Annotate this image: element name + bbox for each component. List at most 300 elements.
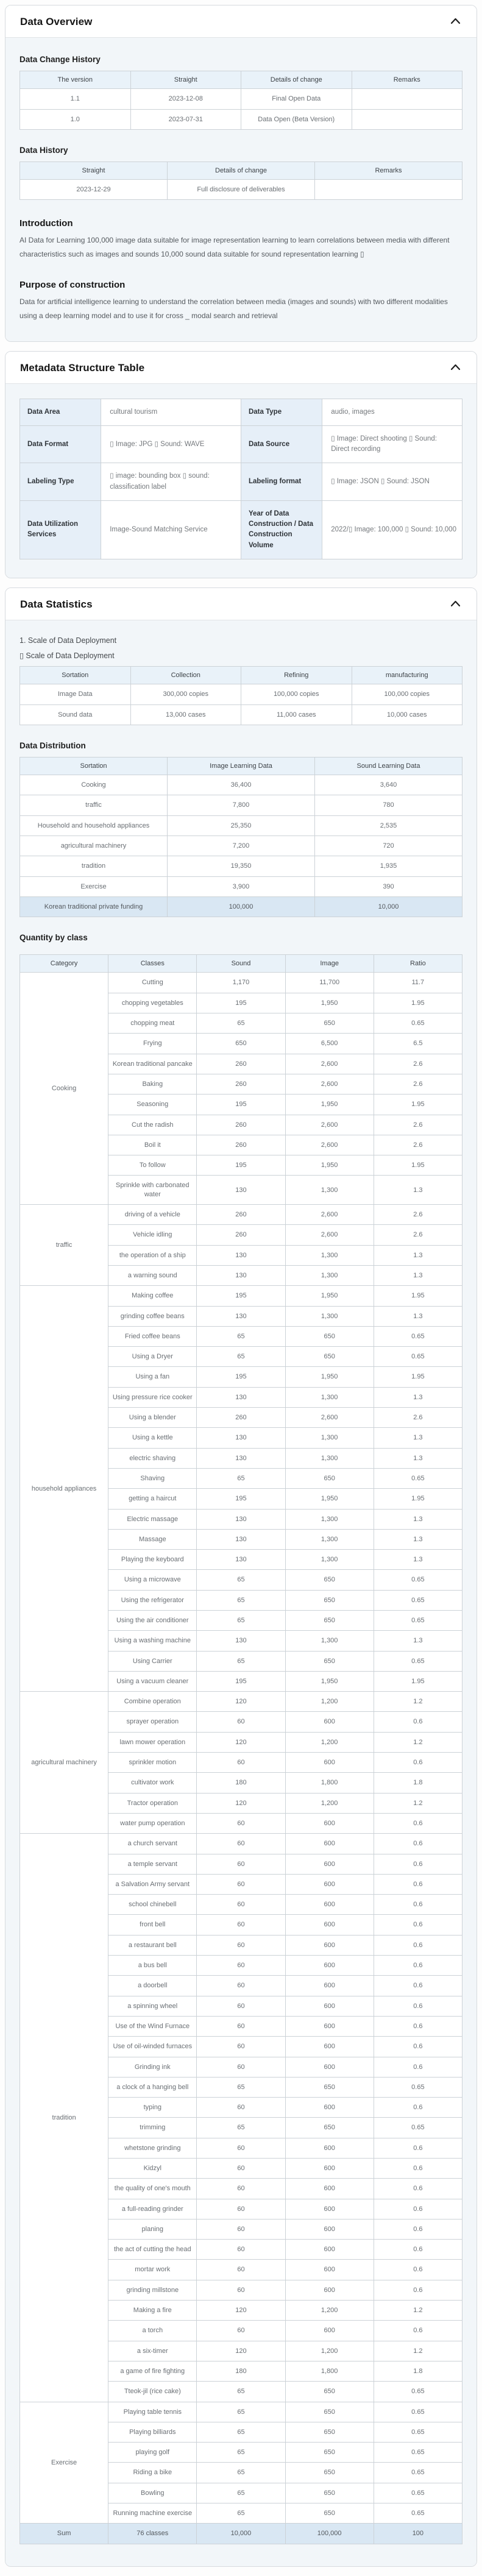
cell: Image Data: [20, 684, 131, 704]
cell: 600: [285, 2280, 374, 2300]
scale-heading-2: ▯ Scale of Data Deployment: [19, 651, 115, 660]
cell: Making a fire: [108, 2301, 197, 2321]
cell: 36,400: [168, 775, 315, 795]
field-label-cell: Labeling Type: [20, 463, 101, 501]
cell: 600: [285, 2138, 374, 2158]
header-row: [20, 666, 463, 684]
category-cell: tradition: [20, 1834, 108, 2402]
cell: 1,300: [285, 1428, 374, 1448]
cell: 1.2: [374, 1692, 462, 1712]
cell: 65: [197, 1013, 285, 1034]
cell: 6,500: [285, 1034, 374, 1054]
data-history-title: Data History: [19, 145, 68, 155]
cell: 130: [197, 1387, 285, 1407]
metadata-table: [19, 399, 463, 559]
category-cell: agricultural machinery: [20, 1692, 108, 1834]
cell: 260: [197, 1054, 285, 1074]
cell: 130: [197, 1550, 285, 1570]
table-row: [20, 425, 463, 463]
cell: Riding a bike: [108, 2463, 197, 2483]
cell: 1.2: [374, 1793, 462, 1813]
cell: 2,600: [285, 1225, 374, 1245]
cell: 1.3: [374, 1509, 462, 1529]
cell: 60: [197, 1956, 285, 1976]
chevron-up-icon[interactable]: [450, 16, 461, 27]
cell: 260: [197, 1135, 285, 1155]
cell: Using a fan: [108, 1367, 197, 1387]
cell: 11,000 cases: [241, 704, 352, 725]
cell: Cutting: [108, 973, 197, 993]
cell: 650: [285, 1013, 374, 1034]
cell: 650: [285, 1610, 374, 1630]
column-header: Details of change: [168, 161, 315, 179]
cell: 195: [197, 1095, 285, 1115]
cell: 65: [197, 1610, 285, 1630]
cell: 0.65: [374, 2077, 462, 2097]
cell: 720: [315, 836, 463, 856]
cell: 650: [285, 1347, 374, 1367]
cell: 60: [197, 2138, 285, 2158]
quantity-by-class-title: Quantity by class: [19, 933, 88, 943]
metadata-structure-body: [5, 383, 477, 578]
cell: 0.6: [374, 2037, 462, 2057]
cell: 10,000: [197, 2524, 285, 2544]
cell: 0.6: [374, 2016, 462, 2036]
cell: 1.3: [374, 1387, 462, 1407]
cell: 780: [315, 795, 463, 815]
field-label-cell: Data Format: [20, 425, 101, 463]
header-row: [20, 161, 463, 179]
cell: 60: [197, 2057, 285, 2077]
cell: Kidzyl: [108, 2159, 197, 2179]
cell: 1,300: [285, 1509, 374, 1529]
cell: lawn mower operation: [108, 1732, 197, 1752]
cell: 600: [285, 1813, 374, 1833]
column-header: Image Learning Data: [168, 757, 315, 775]
cell: 65: [197, 1651, 285, 1671]
cell: 260: [197, 1205, 285, 1225]
cell: 390: [315, 876, 463, 896]
cell: 0.6: [374, 1976, 462, 1996]
cell: 600: [285, 1895, 374, 1915]
cell: 60: [197, 1854, 285, 1874]
column-header: Straight: [20, 161, 168, 179]
cell: Final Open Data: [241, 89, 352, 109]
cell: Grinding ink: [108, 2057, 197, 2077]
cell: 7,800: [168, 795, 315, 815]
cell: 60: [197, 2219, 285, 2239]
cell: 650: [285, 2422, 374, 2442]
cell: 1,200: [285, 2341, 374, 2361]
cell: a restaurant bell: [108, 1935, 197, 1955]
cell: 1,170: [197, 973, 285, 993]
cell: 120: [197, 1732, 285, 1752]
cell: 1.1: [20, 89, 131, 109]
cell: 7,200: [168, 836, 315, 856]
table-row: [20, 463, 463, 501]
data-overview-body: [5, 37, 477, 341]
cell: 19,350: [168, 856, 315, 876]
column-header: Classes: [108, 955, 197, 973]
cell: 1,300: [285, 1387, 374, 1407]
cell: Sum: [20, 2524, 108, 2544]
cell: 260: [197, 1408, 285, 1428]
cell: 130: [197, 1631, 285, 1651]
cell: 100,000: [168, 896, 315, 917]
cell: 0.6: [374, 1935, 462, 1955]
data-statistics-header[interactable]: [5, 588, 477, 620]
table-row: [20, 1205, 463, 1225]
cell: 60: [197, 1834, 285, 1854]
cell: water pump operation: [108, 1813, 197, 1833]
cell: Cooking: [20, 775, 168, 795]
cell: the quality of one's mouth: [108, 2179, 197, 2199]
cell: 13,000 cases: [130, 704, 241, 725]
cell: Korean traditional private funding: [20, 896, 168, 917]
cell: Bowling: [108, 2483, 197, 2503]
cell: 2,600: [285, 1408, 374, 1428]
cell: 1,300: [285, 1631, 374, 1651]
cell: 1,950: [285, 1671, 374, 1691]
cell: 600: [285, 1874, 374, 1894]
cell: 1.3: [374, 1428, 462, 1448]
cell: 60: [197, 1976, 285, 1996]
cell: 600: [285, 2240, 374, 2260]
cell: 0.6: [374, 1854, 462, 1874]
column-header: Remarks: [352, 71, 463, 89]
cell: Boil it: [108, 1135, 197, 1155]
cell: 1.95: [374, 993, 462, 1013]
cell: a warning sound: [108, 1265, 197, 1285]
cell: Use of oil-winded furnaces: [108, 2037, 197, 2057]
introduction-text: AI Data for Learning 100,000 image data suitable for image representation learning to learn correlations between media with different characteristics such as images and sounds 10,000 sound data suitable for sound representation learning ▯: [19, 236, 450, 259]
cell: Using Carrier: [108, 1651, 197, 1671]
cell: 11,700: [285, 973, 374, 993]
cell: 600: [285, 2219, 374, 2239]
cell: 195: [197, 993, 285, 1013]
cell: 2.6: [374, 1135, 462, 1155]
column-header: The version: [20, 71, 131, 89]
cell: 650: [197, 1034, 285, 1054]
cell: 130: [197, 1245, 285, 1265]
cell: 0.65: [374, 1610, 462, 1630]
table-row: [20, 775, 463, 795]
cell: 650: [285, 1468, 374, 1488]
cell: 650: [285, 1570, 374, 1590]
cell: 600: [285, 1712, 374, 1732]
cell: 60: [197, 1874, 285, 1894]
cell: 60: [197, 2240, 285, 2260]
cell: 1.3: [374, 1448, 462, 1468]
cell: 120: [197, 1692, 285, 1712]
cell: 0.65: [374, 2503, 462, 2524]
cell: 0.65: [374, 1590, 462, 1610]
cell: 60: [197, 1935, 285, 1955]
metadata-structure-header[interactable]: [5, 352, 477, 383]
cell: 1.2: [374, 1732, 462, 1752]
cell: traffic: [20, 795, 168, 815]
cell: Massage: [108, 1529, 197, 1549]
section-title: Data Overview: [20, 16, 93, 27]
cell: 2,600: [285, 1054, 374, 1074]
cell: 195: [197, 1367, 285, 1387]
cell: 0.6: [374, 2240, 462, 2260]
cell: 0.6: [374, 1834, 462, 1854]
cell: 2023-12-08: [130, 89, 241, 109]
cell: 600: [285, 1915, 374, 1935]
cell: 650: [285, 1590, 374, 1610]
cell: 130: [197, 1265, 285, 1285]
cell: 10,000: [315, 896, 463, 917]
cell: 180: [197, 1773, 285, 1793]
cell: a doorbell: [108, 1976, 197, 1996]
cell: 0.6: [374, 1874, 462, 1894]
cell: 0.65: [374, 1651, 462, 1671]
cell: 60: [197, 1915, 285, 1935]
scale-heading-1: 1. Scale of Data Deployment: [19, 636, 117, 645]
cell: 120: [197, 2341, 285, 2361]
data-distribution-title: Data Distribution: [19, 740, 86, 750]
cell: Playing table tennis: [108, 2402, 197, 2422]
cell: 0.6: [374, 2321, 462, 2341]
column-header: Image: [285, 955, 374, 973]
cell: 2,600: [285, 1115, 374, 1135]
table-row: [20, 815, 463, 836]
cell: Electric massage: [108, 1509, 197, 1529]
cell: Korean traditional pancake: [108, 1054, 197, 1074]
table-row: [20, 399, 463, 425]
cell: 2023-12-29: [20, 180, 168, 200]
cell: 2.6: [374, 1205, 462, 1225]
column-header: manufacturing: [352, 666, 463, 684]
cell: 600: [285, 1935, 374, 1955]
field-value-cell: ▯ image: bounding box ▯ sound: classification label: [101, 463, 241, 501]
cell: 1.3: [374, 1245, 462, 1265]
cell: 650: [285, 1651, 374, 1671]
cell: 1.8: [374, 2361, 462, 2381]
cell: 600: [285, 1976, 374, 1996]
cell: 2.6: [374, 1408, 462, 1428]
cell: Running machine exercise: [108, 2503, 197, 2524]
cell: 2,600: [285, 1205, 374, 1225]
cell: Tractor operation: [108, 1793, 197, 1813]
table-row: [20, 500, 463, 559]
table-row: [20, 180, 463, 200]
cell: 1.95: [374, 1671, 462, 1691]
cell: 1,935: [315, 856, 463, 876]
section-title: Data Statistics: [20, 598, 93, 610]
cell: 1,950: [285, 1286, 374, 1306]
cell: 1.3: [374, 1176, 462, 1205]
cell: 1,300: [285, 1176, 374, 1205]
cell: 0.6: [374, 2159, 462, 2179]
cell: 130: [197, 1448, 285, 1468]
cell: 130: [197, 1306, 285, 1326]
cell: 1,300: [285, 1448, 374, 1468]
cell: 600: [285, 2199, 374, 2219]
cell: 600: [285, 1956, 374, 1976]
cell: 25,350: [168, 815, 315, 836]
cell: 650: [285, 2402, 374, 2422]
cell: 650: [285, 2503, 374, 2524]
cell: 600: [285, 1753, 374, 1773]
cell: Playing billiards: [108, 2422, 197, 2442]
cell: 2.6: [374, 1225, 462, 1245]
data-change-history-table: [19, 71, 463, 130]
cell: Data Open (Beta Version): [241, 109, 352, 129]
cell: 650: [285, 2463, 374, 2483]
cell: 0.6: [374, 2098, 462, 2118]
cell: typing: [108, 2098, 197, 2118]
cell: 0.65: [374, 2118, 462, 2138]
field-label-cell: Data Type: [241, 399, 322, 425]
cell: mortar work: [108, 2260, 197, 2280]
cell: 1.3: [374, 1306, 462, 1326]
cell: Shaving: [108, 1468, 197, 1488]
cell: 65: [197, 1570, 285, 1590]
cell: 0.65: [374, 2402, 462, 2422]
cell: a temple servant: [108, 1854, 197, 1874]
cell: 65: [197, 1468, 285, 1488]
field-label-cell: Data Area: [20, 399, 101, 425]
purpose-text: Data for artificial intelligence learning to understand the correlation between media (images and sounds) with two different modalities using a deep learning model and to use it for cross _ modal search and retrieval: [19, 297, 448, 320]
cell: a torch: [108, 2321, 197, 2341]
cell: a spinning wheel: [108, 1996, 197, 2016]
cell: 650: [285, 2443, 374, 2463]
cell: Using a microwave: [108, 1570, 197, 1590]
cell: electric shaving: [108, 1448, 197, 1468]
cell: Use of the Wind Furnace: [108, 2016, 197, 2036]
data-overview-header[interactable]: [5, 5, 477, 37]
table-row: [20, 1286, 463, 1306]
cell: 0.6: [374, 1813, 462, 1833]
cell: 0.65: [374, 2483, 462, 2503]
cell: 195: [197, 1286, 285, 1306]
cell: 100,000 copies: [352, 684, 463, 704]
cell: Using pressure rice cooker: [108, 1387, 197, 1407]
cell: Combine operation: [108, 1692, 197, 1712]
cell: Fried coffee beans: [108, 1326, 197, 1346]
cell: 600: [285, 2098, 374, 2118]
cell: a church servant: [108, 1834, 197, 1854]
section-title: Metadata Structure Table: [20, 361, 145, 374]
cell: 130: [197, 1509, 285, 1529]
cell: 0.65: [374, 2422, 462, 2442]
cell: 1,800: [285, 1773, 374, 1793]
cell: Using a washing machine: [108, 1631, 197, 1651]
cell: playing golf: [108, 2443, 197, 2463]
data-statistics-body: [5, 620, 477, 2566]
cell: Sound data: [20, 704, 131, 725]
cell: 60: [197, 2199, 285, 2219]
cell: 1,200: [285, 2301, 374, 2321]
cell: 600: [285, 1834, 374, 1854]
change-history-title: Data Change History: [19, 55, 101, 64]
column-header: Remarks: [315, 161, 463, 179]
cell: 0.65: [374, 2382, 462, 2402]
cell: Using a Dryer: [108, 1347, 197, 1367]
chevron-up-icon[interactable]: [450, 363, 461, 374]
cell: 1.3: [374, 1529, 462, 1549]
cell: 0.6: [374, 2260, 462, 2280]
cell: 65: [197, 2503, 285, 2524]
cell: a bus bell: [108, 1956, 197, 1976]
cell: grinding coffee beans: [108, 1306, 197, 1326]
column-header: Sortation: [20, 666, 131, 684]
cell: 1,950: [285, 1489, 374, 1509]
category-cell: Cooking: [20, 973, 108, 1205]
cell: chopping meat: [108, 1013, 197, 1034]
header-row: [20, 71, 463, 89]
cell: 0.6: [374, 1915, 462, 1935]
cell: 1,200: [285, 1793, 374, 1813]
column-header: Collection: [130, 666, 241, 684]
cell: 2.6: [374, 1115, 462, 1135]
cell: 1,300: [285, 1529, 374, 1549]
cell: 65: [197, 2118, 285, 2138]
cell: 650: [285, 2382, 374, 2402]
cell: 120: [197, 2301, 285, 2321]
cell: 0.65: [374, 2463, 462, 2483]
cell: 0.65: [374, 1013, 462, 1034]
field-value-cell: ▯ Image: JPG ▯ Sound: WAVE: [101, 425, 241, 463]
cell: 300,000 copies: [130, 684, 241, 704]
cell: Making coffee: [108, 1286, 197, 1306]
cell: Playing the keyboard: [108, 1550, 197, 1570]
cell: 600: [285, 2179, 374, 2199]
cell: 60: [197, 2016, 285, 2036]
category-cell: Exercise: [20, 2402, 108, 2524]
cell: Full disclosure of deliverables: [168, 180, 315, 200]
total-row: [20, 2524, 463, 2544]
cell: a Salvation Army servant: [108, 1874, 197, 1894]
cell: 0.6: [374, 1753, 462, 1773]
metadata-structure-section: [5, 351, 477, 578]
cell: sprinkler motion: [108, 1753, 197, 1773]
total-row: [20, 896, 463, 917]
cell: 1.95: [374, 1155, 462, 1176]
header-row: [20, 955, 463, 973]
cell: [352, 109, 463, 129]
header-row: [20, 757, 463, 775]
cell: 3,900: [168, 876, 315, 896]
cell: 100,000 copies: [241, 684, 352, 704]
cell: 600: [285, 1996, 374, 2016]
cell: 65: [197, 1326, 285, 1346]
cell: 1,200: [285, 1692, 374, 1712]
cell: 65: [197, 2402, 285, 2422]
cell: 0.6: [374, 2057, 462, 2077]
cell: 1.95: [374, 1286, 462, 1306]
column-header: Ratio: [374, 955, 462, 973]
cell: 0.6: [374, 2138, 462, 2158]
table-row: [20, 704, 463, 725]
field-value-cell: ▯ Image: Direct shooting ▯ Sound: Direct recording: [322, 425, 463, 463]
chevron-up-icon[interactable]: [450, 599, 461, 610]
cell: 65: [197, 1590, 285, 1610]
cell: the operation of a ship: [108, 1245, 197, 1265]
cell: 65: [197, 2077, 285, 2097]
cell: 10,000 cases: [352, 704, 463, 725]
data-overview-section: [5, 5, 477, 342]
cell: [352, 89, 463, 109]
cell: 1,950: [285, 1367, 374, 1387]
cell: 60: [197, 1813, 285, 1833]
table-row: [20, 856, 463, 876]
cell: 0.65: [374, 1347, 462, 1367]
cell: 2.6: [374, 1054, 462, 1074]
cell: 2.6: [374, 1074, 462, 1094]
